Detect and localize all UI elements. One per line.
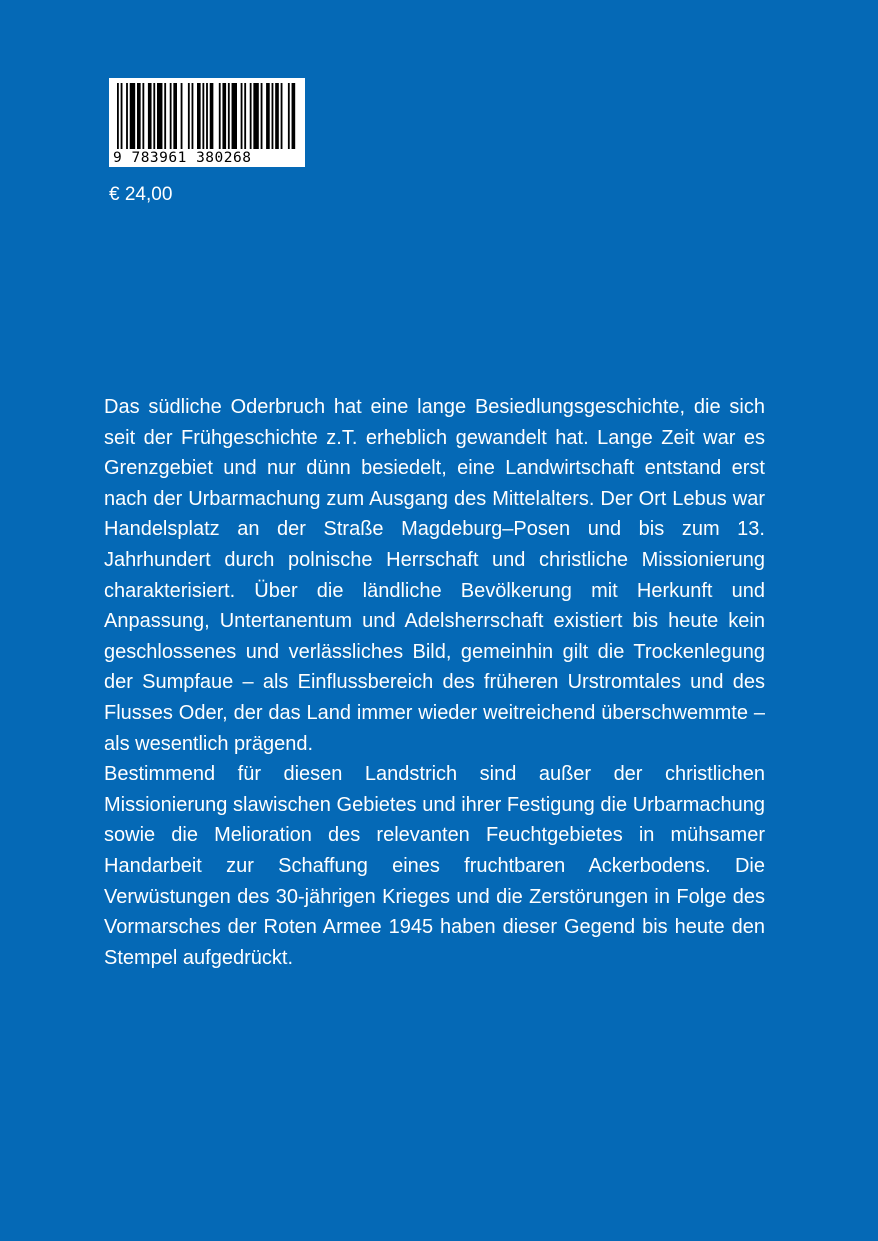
- price-label: € 24,00: [109, 184, 173, 205]
- back-cover-blurb: [104, 392, 765, 973]
- isbn-number: 9 783961 380268: [113, 150, 252, 166]
- blurb-paragraph-2: Bestimmend für diesen Landstrich sind außer der christlichen Missionierung slawischen Gebietes und ihrer Festigung die Urbarmachung sowie die Melioration des relevanten Feuchtgebietes in mühsamer Handarbeit zur Schaffung eines fruchtbaren Ackerbodens. Die Verwüstungen des 30-jährigen Krieges und die Zerstörungen in Folge des Vormarsches der Roten Armee 1945 haben dieser Gegend bis heute den Stempel aufgedrückt.: [104, 763, 765, 969]
- barcode-icon: [117, 83, 297, 149]
- isbn-barcode: [109, 78, 305, 167]
- blurb-paragraph-1: Das südliche Oderbruch hat eine lange Besiedlungsgeschichte, die sich seit der Frühgeschichte z.T. erheblich gewandelt hat. Lange Zeit war es Grenzgebiet und nur dünn besiedelt, eine Landwirtschaft entstand erst nach der Urbarmachung zum Ausgang des Mittelalters. Der Ort Lebus war Handelsplatz an der Straße Magdeburg–Posen und bis zum 13. Jahrhundert durch polnische Herrschaft und christliche Missionierung charakterisiert. Über die ländliche Bevölkerung mit Herkunft und Anpassung, Untertanentum und Adelsherrschaft existiert bis heute kein geschlossenes und verlässliches Bild, gemeinhin gilt die Trockenlegung der Sumpfaue – als Einflussbereich des früheren Urstromtales und des Flusses Oder, der das Land immer wieder weitreichend überschwemmte – als wesentlich prägend.: [104, 396, 765, 755]
